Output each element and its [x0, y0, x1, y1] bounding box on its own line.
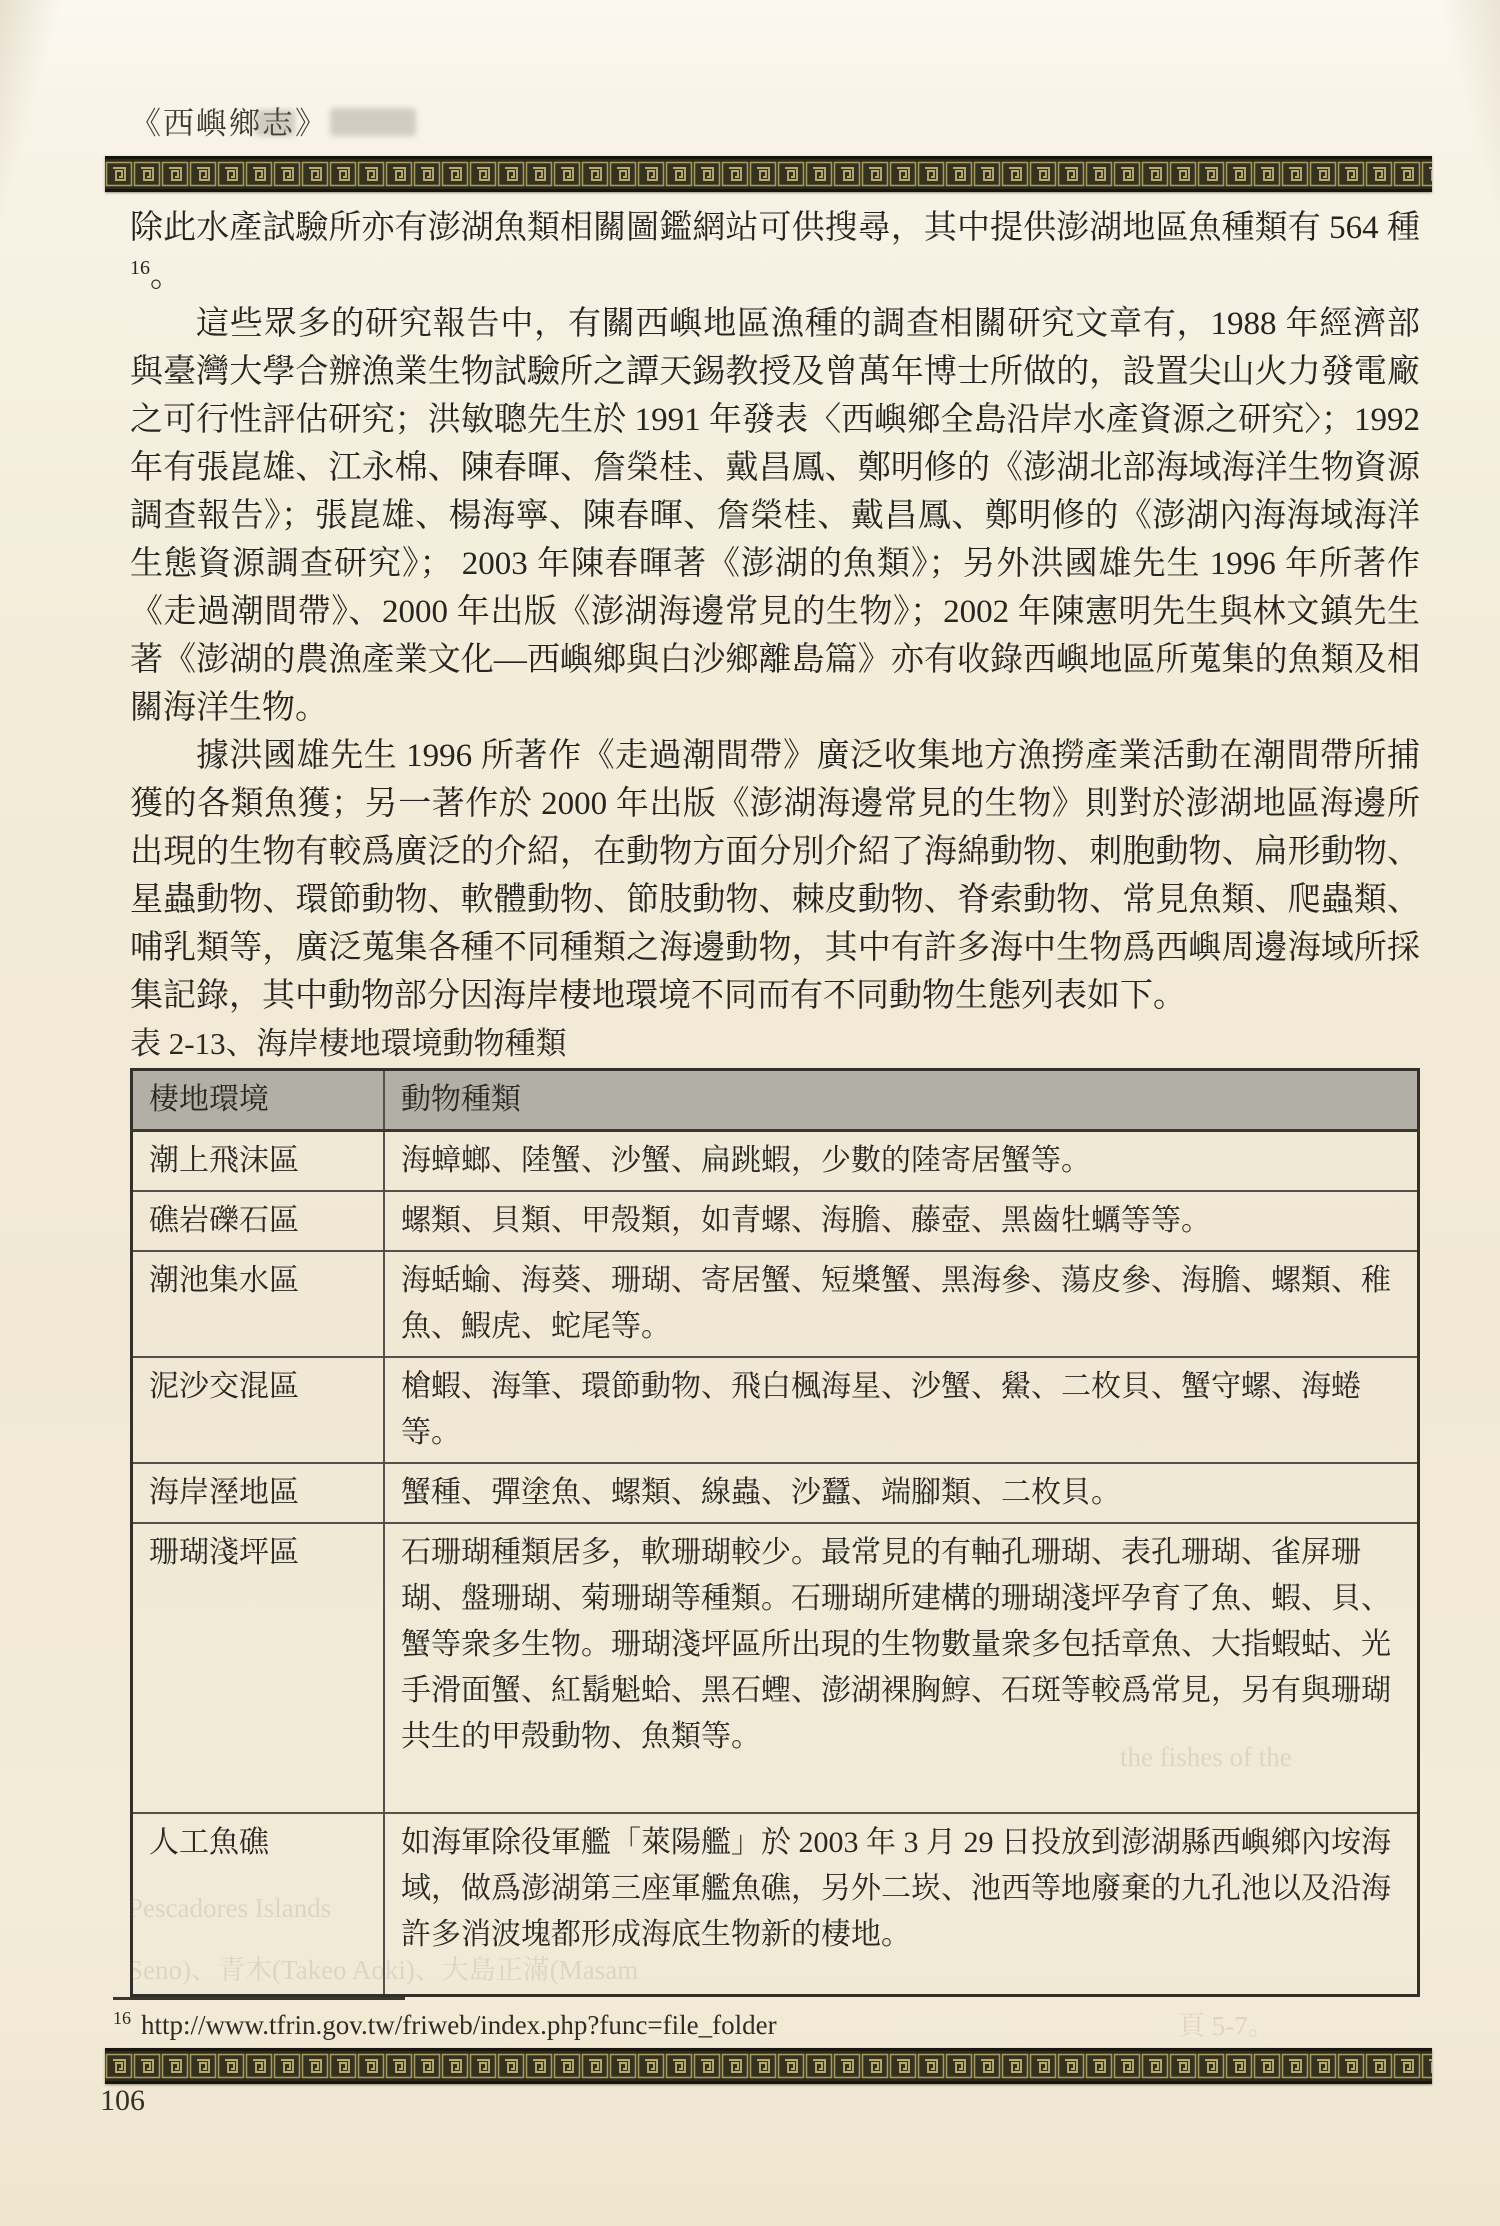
meander-tile-icon	[217, 161, 245, 187]
meander-tile-icon	[1169, 161, 1197, 187]
meander-tile-icon	[609, 2053, 637, 2079]
meander-tile-icon	[133, 161, 161, 187]
meander-tile-icon	[1057, 2053, 1085, 2079]
meander-tile-icon	[833, 2053, 861, 2079]
meander-tile-icon	[1113, 161, 1141, 187]
meander-tile-icon	[357, 161, 385, 187]
meander-tile-icon	[1169, 2053, 1197, 2079]
decorative-meander-border-top	[105, 156, 1432, 192]
meander-tile-icon	[917, 2053, 945, 2079]
meander-tile-icon	[525, 161, 553, 187]
paragraph-fish-atlas	[130, 204, 1420, 300]
footnote-marker-16: 16	[130, 257, 150, 279]
table-header-row	[132, 1070, 1419, 1131]
meander-tile-icon	[1057, 161, 1085, 187]
meander-tile-icon	[749, 2053, 777, 2079]
habitat-cell: 潮上飛沫區	[132, 1131, 385, 1192]
table-caption: 表 2-13、海岸棲地環境動物種類	[130, 1026, 567, 1061]
meander-tile-icon	[133, 2053, 161, 2079]
meander-tile-icon	[581, 2053, 609, 2079]
meander-tile-icon	[357, 2053, 385, 2079]
meander-tile-icon	[329, 2053, 357, 2079]
meander-tile-icon	[441, 161, 469, 187]
meander-tile-icon	[1393, 161, 1421, 187]
meander-tile-icon	[1281, 2053, 1309, 2079]
meander-tile-icon	[189, 161, 217, 187]
table-row	[132, 1463, 1419, 1523]
meander-tile-icon	[1253, 161, 1281, 187]
meander-tile-icon	[1365, 161, 1393, 187]
meander-tile-icon	[1337, 2053, 1365, 2079]
paragraph-research-reports: 這些眾多的研究報告中，有關西嶼地區漁種的調查相關研究文章有，1988 年經濟部與臺灣大學合辦漁業生物試驗所之譚天錫教授及曾萬年博士所做的，設置尖山火力發電廠之可行性評估研究；洪敏聰先生於 1991 年發表〈西嶼鄉全島沿岸水產資源之研究〉；1992 年有張崑雄、江永棉、陳春暉、詹榮桂、戴昌鳳、鄭明修的《澎湖北部海域海洋生物資源調查報告》；張崑雄、楊海寧、陳春暉、詹榮桂、戴昌鳳、鄭明修的《澎湖內海海域海洋生態資源調查研究》； 2003 年陳春暉著《澎湖的魚類》；另外洪國雄先生 1996 年所著作《走過潮間帶》、2000 年出版《澎湖海邊常見的生物》；2002 年陳憲明先生與林文鎮先生著《澎湖的農漁產業文化—西嶼鄉與白沙鄉離島篇》亦有收錄西嶼地區所蒐集的魚類及相關海洋生物。	[130, 306, 1420, 726]
species-cell: 石珊瑚種類居多，軟珊瑚較少。最常見的有軸孔珊瑚、表孔珊瑚、雀屏珊瑚、盤珊瑚、菊珊瑚等種類。石珊瑚所建構的珊瑚淺坪孕育了魚、蝦、貝、蟹等衆多生物。珊瑚淺坪區所出現的生物數量衆多包括章魚、大指蝦蛄、光手滑面蟹、紅鬍魁蛤、黑石蟶、澎湖裸胸鯙、石斑等較爲常見，另有與珊瑚共生的甲殼動物、魚類等。	[384, 1523, 1419, 1813]
meander-tile-icon	[1113, 2053, 1141, 2079]
meander-tile-icon	[693, 2053, 721, 2079]
paragraph-text: 除此水產試驗所亦有澎湖魚類相關圖鑑網站可供搜尋，其中提供澎湖地區魚種類有 564 種	[130, 210, 1420, 246]
meander-tile-icon	[721, 2053, 749, 2079]
meander-tile-icon	[497, 2053, 525, 2079]
meander-tile-icon	[1309, 2053, 1337, 2079]
meander-tile-icon	[245, 2053, 273, 2079]
meander-tile-icon	[553, 161, 581, 187]
meander-tile-icon	[945, 161, 973, 187]
meander-tile-icon	[525, 2053, 553, 2079]
meander-tile-icon	[1225, 161, 1253, 187]
meander-tile-icon	[805, 2053, 833, 2079]
meander-tile-icon	[861, 161, 889, 187]
meander-tile-icon	[385, 2053, 413, 2079]
meander-tile-icon	[833, 161, 861, 187]
meander-tile-icon	[1281, 161, 1309, 187]
meander-tile-icon	[1001, 2053, 1029, 2079]
meander-tile-icon	[1141, 2053, 1169, 2079]
meander-tile-icon	[161, 2053, 189, 2079]
meander-tile-icon	[1029, 2053, 1057, 2079]
meander-tile-icon	[1085, 161, 1113, 187]
meander-tile-icon	[469, 161, 497, 187]
meander-tile-icon	[1085, 2053, 1113, 2079]
meander-tile-icon	[777, 2053, 805, 2079]
footnote	[113, 2008, 1313, 2041]
meander-tile-icon	[497, 161, 525, 187]
meander-tile-icon	[217, 2053, 245, 2079]
meander-tile-icon	[973, 2053, 1001, 2079]
meander-tile-icon	[1337, 161, 1365, 187]
meander-tile-icon	[665, 161, 693, 187]
meander-tile-icon	[1029, 161, 1057, 187]
column-header-species: 動物種類	[384, 1070, 1419, 1131]
meander-tile-icon	[581, 161, 609, 187]
meander-tile-icon	[889, 2053, 917, 2079]
meander-tile-icon	[1197, 2053, 1225, 2079]
meander-tile-icon	[749, 161, 777, 187]
meander-tile-icon	[1421, 2053, 1432, 2079]
table-row	[132, 1131, 1419, 1192]
meander-tile-icon	[1393, 2053, 1421, 2079]
meander-tile-icon	[273, 2053, 301, 2079]
species-cell: 蟹種、彈塗魚、螺類、線蟲、沙蠶、端腳類、二枚貝。	[384, 1463, 1419, 1523]
habitat-cell: 珊瑚淺坪區	[132, 1523, 385, 1813]
meander-tile-icon	[1197, 161, 1225, 187]
meander-tile-icon	[105, 2053, 133, 2079]
meander-tile-icon	[245, 161, 273, 187]
habitat-cell: 人工魚礁	[132, 1813, 385, 1996]
meander-tile-icon	[413, 161, 441, 187]
habitat-animal-table	[130, 1068, 1420, 1997]
meander-tile-icon	[777, 161, 805, 187]
footnote-separator-rule	[113, 1997, 405, 2000]
page-number: 106	[100, 2084, 145, 2117]
meander-tile-icon	[805, 161, 833, 187]
meander-tile-icon	[609, 161, 637, 187]
paragraph-hong-guoxiong-books: 據洪國雄先生 1996 所著作《走過潮間帶》廣泛收集地方漁撈產業活動在潮間帶所捕獲的各類魚獲；另一著作於 2000 年出版《澎湖海邊常見的生物》則對於澎湖地區海邊所出現的生物有較爲廣泛的介紹，在動物方面分別介紹了海綿動物、刺胞動物、扁形動物、星蟲動物、環節動物、軟體動物、節肢動物、棘皮動物、脊索動物、常見魚類、爬蟲類、哺乳類等，廣泛蒐集各種不同種類之海邊動物，其中有許多海中生物爲西嶼周邊海域所採集記錄，其中動物部分因海岸棲地環境不同而有不同動物生態列表如下。	[130, 738, 1420, 1014]
meander-tile-icon	[189, 2053, 217, 2079]
species-cell: 如海軍除役軍艦「萊陽艦」於 2003 年 3 月 29 日投放到澎湖縣西嶼鄉內垵海域，做爲澎湖第三座軍艦魚礁，另外二崁、池西等地廢棄的九孔池以及沿海許多消波塊都形成海底生物新的棲地。	[384, 1813, 1419, 1996]
habitat-cell: 海岸溼地區	[132, 1463, 385, 1523]
meander-tile-icon	[861, 2053, 889, 2079]
column-header-habitat: 棲地環境	[132, 1070, 385, 1131]
meander-tile-icon	[1225, 2053, 1253, 2079]
table-row	[132, 1357, 1419, 1463]
meander-tile-icon	[945, 2053, 973, 2079]
meander-tile-icon	[301, 161, 329, 187]
table-row	[132, 1813, 1419, 1996]
meander-tile-icon	[553, 2053, 581, 2079]
meander-tile-icon	[1365, 2053, 1393, 2079]
bleedthrough-text: Seno)、青木(Takeo Aoki)、大島正滿(Masam	[128, 1955, 639, 1985]
habitat-cell: 潮池集水區	[132, 1251, 385, 1357]
species-cell: 槍蝦、海筆、環節動物、飛白楓海星、沙蟹、鱟、二枚貝、蟹守螺、海蜷等。	[384, 1357, 1419, 1463]
meander-tile-icon	[721, 161, 749, 187]
meander-tile-icon	[1141, 161, 1169, 187]
habitat-cell: 礁岩礫石區	[132, 1191, 385, 1251]
meander-tile-icon	[329, 161, 357, 187]
footnote-number: 16	[113, 2008, 131, 2028]
meander-tile-icon	[1253, 2053, 1281, 2079]
paragraph-text: 。	[150, 258, 183, 294]
table-row	[132, 1191, 1419, 1251]
species-cell: 螺類、貝類、甲殼類，如青螺、海膽、藤壺、黑齒牡蠣等等。	[384, 1191, 1419, 1251]
species-cell: 海蛞蝓、海葵、珊瑚、寄居蟹、短槳蟹、黑海參、蕩皮參、海膽、螺類、稚魚、鰕虎、蛇尾等。	[384, 1251, 1419, 1357]
meander-tile-icon	[1421, 161, 1432, 187]
table-body	[132, 1131, 1419, 1996]
ink-smudge	[255, 110, 295, 136]
meander-tile-icon	[1309, 161, 1337, 187]
meander-tile-icon	[161, 161, 189, 187]
meander-tile-icon	[889, 161, 917, 187]
meander-tile-icon	[413, 2053, 441, 2079]
species-cell: 海蟑螂、陸蟹、沙蟹、扁跳蝦，少數的陸寄居蟹等。	[384, 1131, 1419, 1192]
meander-tile-icon	[637, 161, 665, 187]
habitat-cell: 泥沙交混區	[132, 1357, 385, 1463]
running-head-book-title: 《西嶼鄉志》	[130, 106, 328, 141]
meander-tile-icon	[917, 161, 945, 187]
footnote-url: http://www.tfrin.gov.tw/friweb/index.php?func=file_folder	[141, 2010, 777, 2040]
meander-tile-icon	[665, 2053, 693, 2079]
table-row	[132, 1523, 1419, 1813]
bleedthrough-text: Pescadores Islands	[128, 1893, 332, 1923]
ink-smudge	[330, 108, 416, 136]
meander-tile-icon	[1001, 161, 1029, 187]
page-body-text	[130, 204, 1420, 1997]
meander-tile-icon	[693, 161, 721, 187]
meander-tile-icon	[973, 161, 1001, 187]
meander-tile-icon	[301, 2053, 329, 2079]
meander-tile-icon	[273, 161, 301, 187]
meander-tile-icon	[637, 2053, 665, 2079]
decorative-meander-border-bottom	[105, 2048, 1432, 2084]
meander-tile-icon	[469, 2053, 497, 2079]
table-row	[132, 1251, 1419, 1357]
meander-tile-icon	[441, 2053, 469, 2079]
meander-tile-icon	[105, 161, 133, 187]
bleedthrough-text: the fishes of the	[1120, 1742, 1292, 1772]
bleedthrough-text: 頁 5-7。	[1178, 2011, 1275, 2041]
meander-tile-icon	[385, 161, 413, 187]
